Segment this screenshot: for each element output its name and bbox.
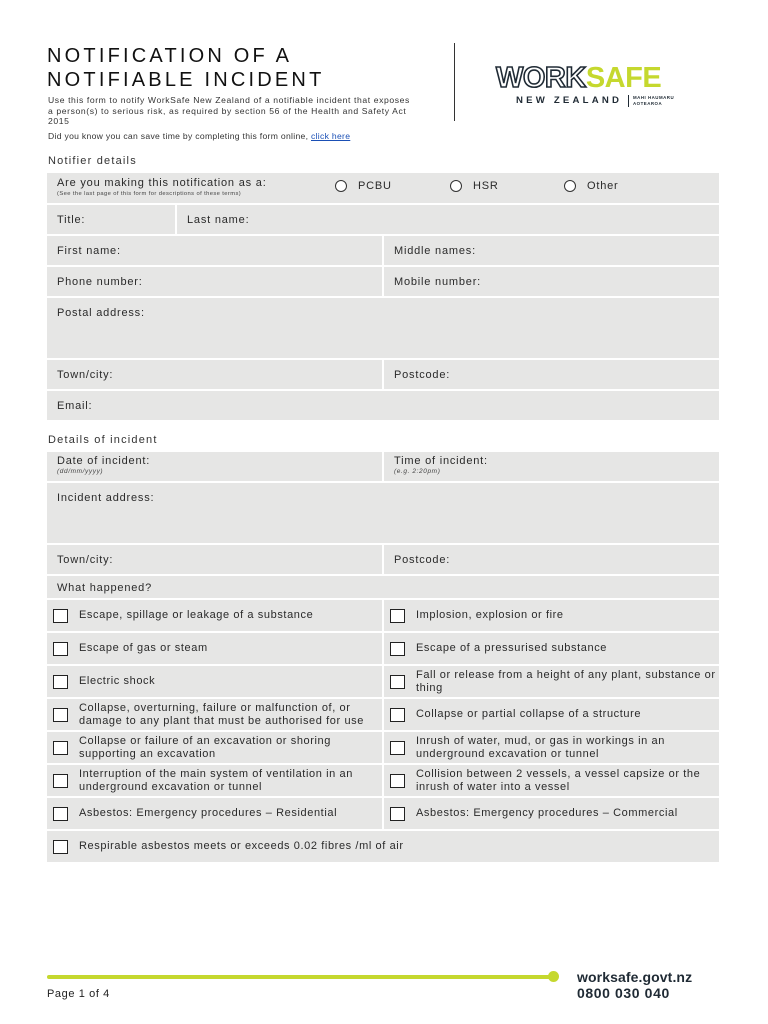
checkbox-box[interactable] (390, 708, 405, 722)
incident-time-field[interactable] (384, 452, 719, 481)
checkbox-box[interactable] (53, 807, 68, 821)
last-name-label: Last name: (187, 214, 250, 226)
checkbox-label: Escape of gas or steam (79, 642, 208, 654)
checkbox-label: Asbestos: Emergency procedures – Residential (79, 807, 338, 819)
postcode-label: Postcode: (394, 369, 451, 381)
title-field[interactable] (47, 205, 175, 234)
intro-text: Use this form to notify WorkSafe New Zealand of a notifiable incident that exposes a person(s) to serious risk, as required by section 56 of the Health and Safety Act 2015 (48, 95, 410, 126)
checkbox-label: Respirable asbestos meets or exceeds 0.02 fibres /ml of air (79, 840, 404, 852)
checkbox-label: Inrush of water, mud, or gas in workings in an underground excavation or tunnel (416, 734, 665, 760)
checkbox-escape-gas[interactable] (47, 633, 382, 664)
incident-address-field[interactable] (47, 483, 719, 543)
checkbox-asbestos-commercial[interactable] (384, 798, 719, 829)
incident-time-label: Time of incident: (394, 455, 488, 467)
online-form-note (48, 131, 350, 141)
checkbox-label: Electric shock (79, 675, 156, 687)
header-divider (454, 43, 455, 121)
checkbox-box[interactable] (390, 774, 405, 788)
form-title (47, 44, 325, 92)
incident-address-label: Incident address: (57, 492, 155, 504)
click-here-link[interactable]: click here (310, 131, 351, 141)
radio-pcbu[interactable] (335, 180, 392, 192)
incident-details-heading: Details of incident (48, 434, 158, 446)
footer-website: worksafe.govt.nz (577, 969, 693, 985)
checkbox-label: Collapse or failure of an excavation or shoring supporting an excavation (79, 734, 331, 760)
radio-other-circle[interactable] (564, 180, 576, 192)
radio-other[interactable] (564, 180, 619, 192)
checkbox-label: Collapse, overturning, failure or malfunction of, or damage to any plant that must be authorised for use (79, 701, 364, 727)
checkbox-box[interactable] (53, 675, 68, 689)
checkbox-plant-collapse[interactable] (47, 699, 382, 730)
checkbox-electric-shock[interactable] (47, 666, 382, 697)
incident-date-hint: (dd/mm/yyyy) (57, 468, 104, 475)
checkbox-label: Asbestos: Emergency procedures – Commercial (416, 807, 678, 819)
checkbox-label: Fall or release from a height of any plant, substance or thing (416, 668, 716, 694)
middle-names-label: Middle names: (394, 245, 476, 257)
checkbox-vessel-collision[interactable] (384, 765, 719, 796)
checkbox-escape-spillage[interactable] (47, 600, 382, 631)
mobile-number-field[interactable] (384, 267, 719, 296)
checkbox-box[interactable] (390, 807, 405, 821)
checkbox-label: Interruption of the main system of ventilation in an underground excavation or tunnel (79, 767, 353, 793)
incident-town-city-field[interactable] (47, 545, 382, 574)
first-name-field[interactable] (47, 236, 382, 265)
footer-phone-number: 0800 030 040 (577, 985, 670, 1001)
postal-address-field[interactable] (47, 298, 719, 358)
checkbox-box[interactable] (53, 609, 68, 623)
logo-separator (628, 95, 629, 107)
checkbox-box[interactable] (53, 840, 68, 854)
page-number: Page 1 of 4 (47, 988, 110, 1000)
logo-country: NEW ZEALAND (516, 95, 623, 106)
checkbox-label: Collapse or partial collapse of a structure (416, 708, 642, 720)
phone-number-field[interactable] (47, 267, 382, 296)
postal-address-label: Postal address: (57, 307, 145, 319)
notifier-type-hint: (See the last page of this form for descriptions of these terms) (57, 191, 242, 197)
logo-word-work: WORK (496, 62, 586, 94)
checkbox-box[interactable] (53, 774, 68, 788)
form-title-line-2: NOTIFIABLE INCIDENT (47, 69, 325, 91)
checkbox-asbestos-residential[interactable] (47, 798, 382, 829)
incident-time-hint: (e.g. 2:20pm) (394, 468, 441, 475)
checkbox-implosion-explosion[interactable] (384, 600, 719, 631)
checkbox-label: Escape of a pressurised substance (416, 642, 608, 654)
radio-pcbu-circle[interactable] (335, 180, 347, 192)
footer-accent-line (47, 975, 555, 979)
checkbox-box[interactable] (53, 642, 68, 656)
checkbox-label: Implosion, explosion or fire (416, 609, 564, 621)
notifier-type-question: Are you making this notification as a: (57, 177, 267, 189)
logo-maori-line-1: MAHI HAUMARU (633, 95, 675, 100)
first-name-label: First name: (57, 245, 121, 257)
incident-date-field[interactable] (47, 452, 382, 481)
checkbox-pressurised-substance[interactable] (384, 633, 719, 664)
phone-number-label: Phone number: (57, 276, 143, 288)
logo-word-safe: SAFE (585, 62, 662, 94)
radio-other-label: Other (587, 180, 619, 192)
incident-postcode-label: Postcode: (394, 554, 451, 566)
email-field[interactable] (47, 391, 719, 420)
title-label: Title: (57, 214, 86, 226)
email-label: Email: (57, 400, 93, 412)
incident-postcode-field[interactable] (384, 545, 719, 574)
last-name-field[interactable] (177, 205, 719, 234)
checkbox-structure-collapse[interactable] (384, 699, 719, 730)
radio-pcbu-label: PCBU (358, 180, 392, 192)
middle-names-field[interactable] (384, 236, 719, 265)
form-title-line-1: NOTIFICATION OF A (47, 45, 293, 67)
checkbox-ventilation-interruption[interactable] (47, 765, 382, 796)
checkbox-box[interactable] (390, 609, 405, 623)
checkbox-label: Collision between 2 vessels, a vessel capsize or the inrush of water into a vessel (416, 767, 701, 793)
footer-accent-dot (548, 971, 559, 982)
logo-maori-line-2: AOTEAROA (633, 100, 663, 106)
checkbox-inrush-water-mud-gas[interactable] (384, 732, 719, 763)
postcode-field[interactable] (384, 360, 719, 389)
incident-town-city-label: Town/city: (57, 554, 114, 566)
checkbox-excavation-failure[interactable] (47, 732, 382, 763)
checkbox-box[interactable] (53, 741, 68, 755)
checkbox-box[interactable] (390, 675, 405, 689)
checkbox-box[interactable] (390, 642, 405, 656)
checkbox-box[interactable] (390, 741, 405, 755)
checkbox-respirable-asbestos[interactable] (47, 831, 719, 862)
radio-hsr-circle[interactable] (450, 180, 462, 192)
radio-hsr[interactable] (450, 180, 499, 192)
mobile-number-label: Mobile number: (394, 276, 482, 288)
incident-date-label: Date of incident: (57, 455, 151, 467)
notifier-details-heading: Notifier details (48, 155, 137, 167)
notifier-type-row (47, 173, 719, 203)
logo-wordmark (496, 64, 661, 93)
notifier-details-form (47, 173, 719, 422)
worksafe-logo (496, 64, 700, 108)
online-form-text: Did you know you can save time by completing this form online, (48, 131, 311, 141)
incident-details-form (47, 452, 719, 864)
radio-hsr-label: HSR (473, 180, 499, 192)
checkbox-fall-from-height[interactable] (384, 666, 719, 697)
town-city-field[interactable] (47, 360, 382, 389)
checkbox-label: Escape, spillage or leakage of a substance (79, 609, 314, 621)
checkbox-box[interactable] (53, 708, 68, 722)
logo-maori-name (633, 95, 674, 106)
what-happened-label: What happened? (57, 582, 152, 594)
what-happened-header (47, 576, 719, 598)
town-city-label: Town/city: (57, 369, 114, 381)
